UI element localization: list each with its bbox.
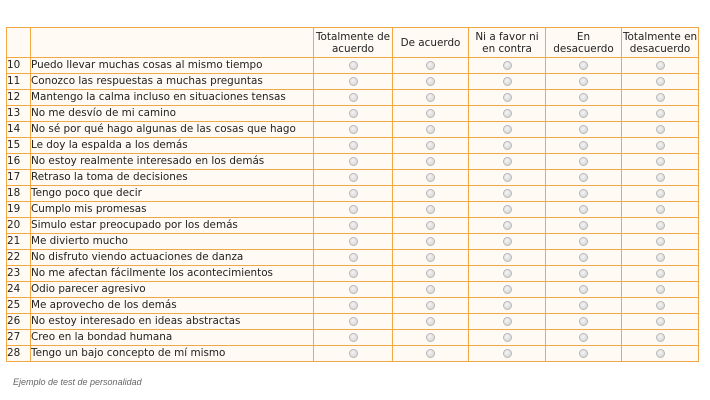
radio-ni-a-favor-ni-en-contra[interactable]	[503, 173, 512, 182]
item-question: Me divierto mucho	[31, 234, 314, 250]
radio-totalmente-en-desacuerdo[interactable]	[656, 77, 665, 86]
option-cell-totalmente-de-acuerdo	[314, 218, 393, 234]
item-question: No me afectan fácilmente los acontecimientos	[31, 266, 314, 282]
item-question: Cumplo mis promesas	[31, 202, 314, 218]
radio-de-acuerdo[interactable]	[426, 253, 435, 262]
radio-en-desacuerdo[interactable]	[579, 61, 588, 70]
radio-ni-a-favor-ni-en-contra[interactable]	[503, 269, 512, 278]
option-cell-ni-a-favor-ni-en-contra	[469, 298, 546, 314]
radio-totalmente-de-acuerdo[interactable]	[349, 333, 358, 342]
option-cell-ni-a-favor-ni-en-contra	[469, 346, 546, 362]
radio-de-acuerdo[interactable]	[426, 93, 435, 102]
radio-ni-a-favor-ni-en-contra[interactable]	[503, 237, 512, 246]
radio-ni-a-favor-ni-en-contra[interactable]	[503, 109, 512, 118]
radio-de-acuerdo[interactable]	[426, 285, 435, 294]
item-number: 15	[7, 138, 31, 154]
radio-de-acuerdo[interactable]	[426, 301, 435, 310]
radio-en-desacuerdo[interactable]	[579, 285, 588, 294]
radio-ni-a-favor-ni-en-contra[interactable]	[503, 61, 512, 70]
item-question: Tengo poco que decir	[31, 186, 314, 202]
item-number: 26	[7, 314, 31, 330]
option-cell-en-desacuerdo	[546, 234, 622, 250]
header-totalmente-en-desacuerdo: Totalmente en desacuerdo	[622, 28, 699, 58]
table-row	[7, 346, 699, 362]
radio-ni-a-favor-ni-en-contra[interactable]	[503, 349, 512, 358]
option-cell-totalmente-de-acuerdo	[314, 170, 393, 186]
option-cell-de-acuerdo	[393, 90, 469, 106]
option-cell-totalmente-de-acuerdo	[314, 234, 393, 250]
radio-totalmente-de-acuerdo[interactable]	[349, 237, 358, 246]
radio-totalmente-de-acuerdo[interactable]	[349, 93, 358, 102]
radio-totalmente-de-acuerdo[interactable]	[349, 189, 358, 198]
radio-totalmente-en-desacuerdo[interactable]	[656, 237, 665, 246]
radio-de-acuerdo[interactable]	[426, 205, 435, 214]
radio-de-acuerdo[interactable]	[426, 77, 435, 86]
item-number: 11	[7, 74, 31, 90]
option-cell-ni-a-favor-ni-en-contra	[469, 250, 546, 266]
radio-de-acuerdo[interactable]	[426, 141, 435, 150]
radio-totalmente-en-desacuerdo[interactable]	[656, 301, 665, 310]
header-totalmente-de-acuerdo: Totalmente de acuerdo	[314, 28, 393, 58]
option-cell-en-desacuerdo	[546, 74, 622, 90]
item-question: No disfruto viendo actuaciones de danza	[31, 250, 314, 266]
radio-en-desacuerdo[interactable]	[579, 221, 588, 230]
option-cell-totalmente-de-acuerdo	[314, 90, 393, 106]
table-row	[7, 266, 699, 282]
option-cell-totalmente-en-desacuerdo	[622, 138, 699, 154]
option-cell-ni-a-favor-ni-en-contra	[469, 106, 546, 122]
item-number: 18	[7, 186, 31, 202]
option-cell-en-desacuerdo	[546, 58, 622, 74]
option-cell-en-desacuerdo	[546, 298, 622, 314]
header-de-acuerdo: De acuerdo	[393, 28, 469, 58]
radio-de-acuerdo[interactable]	[426, 157, 435, 166]
option-cell-de-acuerdo	[393, 202, 469, 218]
option-cell-en-desacuerdo	[546, 154, 622, 170]
item-question: No estoy realmente interesado en los demás	[31, 154, 314, 170]
radio-ni-a-favor-ni-en-contra[interactable]	[503, 189, 512, 198]
option-cell-totalmente-en-desacuerdo	[622, 90, 699, 106]
option-cell-de-acuerdo	[393, 106, 469, 122]
option-cell-totalmente-de-acuerdo	[314, 314, 393, 330]
option-cell-ni-a-favor-ni-en-contra	[469, 282, 546, 298]
table-row	[7, 106, 699, 122]
option-cell-totalmente-de-acuerdo	[314, 330, 393, 346]
item-number: 23	[7, 266, 31, 282]
option-cell-de-acuerdo	[393, 186, 469, 202]
radio-de-acuerdo[interactable]	[426, 349, 435, 358]
option-cell-ni-a-favor-ni-en-contra	[469, 330, 546, 346]
radio-de-acuerdo[interactable]	[426, 189, 435, 198]
item-number: 20	[7, 218, 31, 234]
option-cell-en-desacuerdo	[546, 138, 622, 154]
table-row	[7, 298, 699, 314]
radio-en-desacuerdo[interactable]	[579, 189, 588, 198]
item-question: No sé por qué hago algunas de las cosas que hago	[31, 122, 314, 138]
option-cell-de-acuerdo	[393, 298, 469, 314]
item-question: Le doy la espalda a los demás	[31, 138, 314, 154]
table-row	[7, 314, 699, 330]
radio-de-acuerdo[interactable]	[426, 61, 435, 70]
option-cell-totalmente-en-desacuerdo	[622, 346, 699, 362]
radio-totalmente-en-desacuerdo[interactable]	[656, 189, 665, 198]
item-number: 12	[7, 90, 31, 106]
radio-ni-a-favor-ni-en-contra[interactable]	[503, 93, 512, 102]
option-cell-totalmente-de-acuerdo	[314, 186, 393, 202]
item-number: 25	[7, 298, 31, 314]
option-cell-de-acuerdo	[393, 250, 469, 266]
option-cell-en-desacuerdo	[546, 250, 622, 266]
radio-totalmente-en-desacuerdo[interactable]	[656, 221, 665, 230]
radio-en-desacuerdo[interactable]	[579, 237, 588, 246]
radio-en-desacuerdo[interactable]	[579, 349, 588, 358]
radio-en-desacuerdo[interactable]	[579, 269, 588, 278]
table-row	[7, 58, 699, 74]
option-cell-de-acuerdo	[393, 266, 469, 282]
table-row	[7, 74, 699, 90]
item-number: 10	[7, 58, 31, 74]
option-cell-ni-a-favor-ni-en-contra	[469, 90, 546, 106]
item-number: 24	[7, 282, 31, 298]
radio-totalmente-de-acuerdo[interactable]	[349, 285, 358, 294]
table-row	[7, 218, 699, 234]
radio-ni-a-favor-ni-en-contra[interactable]	[503, 221, 512, 230]
radio-de-acuerdo[interactable]	[426, 333, 435, 342]
option-cell-en-desacuerdo	[546, 266, 622, 282]
radio-totalmente-de-acuerdo[interactable]	[349, 77, 358, 86]
table-row	[7, 186, 699, 202]
option-cell-totalmente-en-desacuerdo	[622, 298, 699, 314]
radio-totalmente-de-acuerdo[interactable]	[349, 301, 358, 310]
option-cell-de-acuerdo	[393, 346, 469, 362]
option-cell-en-desacuerdo	[546, 282, 622, 298]
radio-ni-a-favor-ni-en-contra[interactable]	[503, 317, 512, 326]
radio-en-desacuerdo[interactable]	[579, 317, 588, 326]
radio-totalmente-en-desacuerdo[interactable]	[656, 317, 665, 326]
option-cell-totalmente-de-acuerdo	[314, 346, 393, 362]
table-row	[7, 250, 699, 266]
radio-totalmente-de-acuerdo[interactable]	[349, 253, 358, 262]
item-question: Me aprovecho de los demás	[31, 298, 314, 314]
radio-totalmente-en-desacuerdo[interactable]	[656, 333, 665, 342]
radio-totalmente-de-acuerdo[interactable]	[349, 317, 358, 326]
header-ni-a-favor-ni-en-contra: Ni a favor ni en contra	[469, 28, 546, 58]
radio-en-desacuerdo[interactable]	[579, 173, 588, 182]
option-cell-totalmente-en-desacuerdo	[622, 250, 699, 266]
radio-totalmente-en-desacuerdo[interactable]	[656, 173, 665, 182]
option-cell-en-desacuerdo	[546, 346, 622, 362]
radio-en-desacuerdo[interactable]	[579, 301, 588, 310]
option-cell-de-acuerdo	[393, 58, 469, 74]
option-cell-totalmente-de-acuerdo	[314, 250, 393, 266]
option-cell-ni-a-favor-ni-en-contra	[469, 122, 546, 138]
item-number: 13	[7, 106, 31, 122]
radio-totalmente-en-desacuerdo[interactable]	[656, 109, 665, 118]
radio-ni-a-favor-ni-en-contra[interactable]	[503, 285, 512, 294]
option-cell-totalmente-de-acuerdo	[314, 282, 393, 298]
radio-totalmente-de-acuerdo[interactable]	[349, 221, 358, 230]
header-row	[7, 28, 699, 58]
radio-en-desacuerdo[interactable]	[579, 333, 588, 342]
radio-ni-a-favor-ni-en-contra[interactable]	[503, 253, 512, 262]
figure-caption: Ejemplo de test de personalidad	[13, 377, 142, 387]
radio-totalmente-en-desacuerdo[interactable]	[656, 61, 665, 70]
radio-ni-a-favor-ni-en-contra[interactable]	[503, 301, 512, 310]
option-cell-totalmente-de-acuerdo	[314, 74, 393, 90]
option-cell-en-desacuerdo	[546, 122, 622, 138]
option-cell-de-acuerdo	[393, 218, 469, 234]
radio-de-acuerdo[interactable]	[426, 317, 435, 326]
item-question: Tengo un bajo concepto de mí mismo	[31, 346, 314, 362]
item-question: Creo en la bondad humana	[31, 330, 314, 346]
radio-ni-a-favor-ni-en-contra[interactable]	[503, 141, 512, 150]
radio-en-desacuerdo[interactable]	[579, 141, 588, 150]
option-cell-totalmente-de-acuerdo	[314, 266, 393, 282]
radio-de-acuerdo[interactable]	[426, 173, 435, 182]
option-cell-de-acuerdo	[393, 138, 469, 154]
radio-totalmente-en-desacuerdo[interactable]	[656, 125, 665, 134]
option-cell-ni-a-favor-ni-en-contra	[469, 170, 546, 186]
option-cell-ni-a-favor-ni-en-contra	[469, 138, 546, 154]
option-cell-totalmente-de-acuerdo	[314, 298, 393, 314]
option-cell-totalmente-en-desacuerdo	[622, 266, 699, 282]
radio-ni-a-favor-ni-en-contra[interactable]	[503, 77, 512, 86]
table-row	[7, 154, 699, 170]
option-cell-totalmente-de-acuerdo	[314, 106, 393, 122]
option-cell-de-acuerdo	[393, 170, 469, 186]
table-row	[7, 202, 699, 218]
radio-totalmente-en-desacuerdo[interactable]	[656, 157, 665, 166]
option-cell-ni-a-favor-ni-en-contra	[469, 218, 546, 234]
radio-totalmente-de-acuerdo[interactable]	[349, 125, 358, 134]
radio-totalmente-en-desacuerdo[interactable]	[656, 253, 665, 262]
header-num	[7, 28, 31, 58]
option-cell-de-acuerdo	[393, 282, 469, 298]
radio-ni-a-favor-ni-en-contra[interactable]	[503, 333, 512, 342]
option-cell-totalmente-en-desacuerdo	[622, 122, 699, 138]
radio-totalmente-de-acuerdo[interactable]	[349, 173, 358, 182]
option-cell-totalmente-de-acuerdo	[314, 58, 393, 74]
table-row	[7, 138, 699, 154]
option-cell-totalmente-en-desacuerdo	[622, 74, 699, 90]
option-cell-totalmente-en-desacuerdo	[622, 314, 699, 330]
option-cell-en-desacuerdo	[546, 218, 622, 234]
option-cell-en-desacuerdo	[546, 106, 622, 122]
radio-totalmente-en-desacuerdo[interactable]	[656, 205, 665, 214]
option-cell-en-desacuerdo	[546, 170, 622, 186]
personality-test-table	[6, 27, 699, 362]
radio-totalmente-en-desacuerdo[interactable]	[656, 269, 665, 278]
item-number: 22	[7, 250, 31, 266]
item-question: Odio parecer agresivo	[31, 282, 314, 298]
radio-totalmente-de-acuerdo[interactable]	[349, 269, 358, 278]
radio-en-desacuerdo[interactable]	[579, 205, 588, 214]
option-cell-totalmente-de-acuerdo	[314, 122, 393, 138]
table-row	[7, 170, 699, 186]
option-cell-totalmente-en-desacuerdo	[622, 106, 699, 122]
radio-de-acuerdo[interactable]	[426, 269, 435, 278]
item-number: 21	[7, 234, 31, 250]
item-number: 19	[7, 202, 31, 218]
option-cell-de-acuerdo	[393, 330, 469, 346]
option-cell-ni-a-favor-ni-en-contra	[469, 154, 546, 170]
option-cell-en-desacuerdo	[546, 202, 622, 218]
option-cell-totalmente-de-acuerdo	[314, 138, 393, 154]
option-cell-ni-a-favor-ni-en-contra	[469, 74, 546, 90]
radio-en-desacuerdo[interactable]	[579, 109, 588, 118]
radio-en-desacuerdo[interactable]	[579, 93, 588, 102]
option-cell-de-acuerdo	[393, 314, 469, 330]
header-question	[31, 28, 314, 58]
option-cell-totalmente-en-desacuerdo	[622, 58, 699, 74]
option-cell-de-acuerdo	[393, 154, 469, 170]
item-question: Conozco las respuestas a muchas preguntas	[31, 74, 314, 90]
option-cell-ni-a-favor-ni-en-contra	[469, 266, 546, 282]
radio-en-desacuerdo[interactable]	[579, 253, 588, 262]
radio-totalmente-de-acuerdo[interactable]	[349, 205, 358, 214]
item-number: 17	[7, 170, 31, 186]
radio-totalmente-de-acuerdo[interactable]	[349, 349, 358, 358]
table-row	[7, 234, 699, 250]
radio-totalmente-en-desacuerdo[interactable]	[656, 141, 665, 150]
table-row	[7, 282, 699, 298]
radio-ni-a-favor-ni-en-contra[interactable]	[503, 157, 512, 166]
radio-ni-a-favor-ni-en-contra[interactable]	[503, 125, 512, 134]
option-cell-totalmente-en-desacuerdo	[622, 154, 699, 170]
option-cell-totalmente-en-desacuerdo	[622, 170, 699, 186]
item-question: Simulo estar preocupado por los demás	[31, 218, 314, 234]
table-row	[7, 90, 699, 106]
option-cell-de-acuerdo	[393, 122, 469, 138]
option-cell-totalmente-en-desacuerdo	[622, 218, 699, 234]
option-cell-ni-a-favor-ni-en-contra	[469, 314, 546, 330]
radio-totalmente-de-acuerdo[interactable]	[349, 157, 358, 166]
radio-de-acuerdo[interactable]	[426, 221, 435, 230]
radio-en-desacuerdo[interactable]	[579, 125, 588, 134]
radio-totalmente-de-acuerdo[interactable]	[349, 61, 358, 70]
table-row	[7, 330, 699, 346]
option-cell-de-acuerdo	[393, 74, 469, 90]
item-question: No estoy interesado en ideas abstractas	[31, 314, 314, 330]
radio-en-desacuerdo[interactable]	[579, 77, 588, 86]
radio-totalmente-en-desacuerdo[interactable]	[656, 93, 665, 102]
option-cell-totalmente-de-acuerdo	[314, 202, 393, 218]
option-cell-totalmente-en-desacuerdo	[622, 202, 699, 218]
item-question: Puedo llevar muchas cosas al mismo tiempo	[31, 58, 314, 74]
option-cell-en-desacuerdo	[546, 186, 622, 202]
option-cell-totalmente-de-acuerdo	[314, 154, 393, 170]
option-cell-en-desacuerdo	[546, 330, 622, 346]
radio-de-acuerdo[interactable]	[426, 109, 435, 118]
option-cell-ni-a-favor-ni-en-contra	[469, 234, 546, 250]
option-cell-totalmente-en-desacuerdo	[622, 282, 699, 298]
option-cell-ni-a-favor-ni-en-contra	[469, 186, 546, 202]
radio-de-acuerdo[interactable]	[426, 237, 435, 246]
table-row	[7, 122, 699, 138]
radio-en-desacuerdo[interactable]	[579, 157, 588, 166]
option-cell-de-acuerdo	[393, 234, 469, 250]
radio-totalmente-en-desacuerdo[interactable]	[656, 349, 665, 358]
item-question: No me desvío de mi camino	[31, 106, 314, 122]
item-question: Retraso la toma de decisiones	[31, 170, 314, 186]
item-number: 27	[7, 330, 31, 346]
item-number: 16	[7, 154, 31, 170]
radio-ni-a-favor-ni-en-contra[interactable]	[503, 205, 512, 214]
option-cell-en-desacuerdo	[546, 90, 622, 106]
option-cell-en-desacuerdo	[546, 314, 622, 330]
radio-de-acuerdo[interactable]	[426, 125, 435, 134]
item-number: 14	[7, 122, 31, 138]
option-cell-totalmente-en-desacuerdo	[622, 330, 699, 346]
item-question: Mantengo la calma incluso en situaciones tensas	[31, 90, 314, 106]
header-en-desacuerdo: En desacuerdo	[546, 28, 622, 58]
option-cell-totalmente-en-desacuerdo	[622, 186, 699, 202]
option-cell-ni-a-favor-ni-en-contra	[469, 58, 546, 74]
radio-totalmente-de-acuerdo[interactable]	[349, 109, 358, 118]
item-number: 28	[7, 346, 31, 362]
option-cell-ni-a-favor-ni-en-contra	[469, 202, 546, 218]
radio-totalmente-en-desacuerdo[interactable]	[656, 285, 665, 294]
radio-totalmente-de-acuerdo[interactable]	[349, 141, 358, 150]
option-cell-totalmente-en-desacuerdo	[622, 234, 699, 250]
